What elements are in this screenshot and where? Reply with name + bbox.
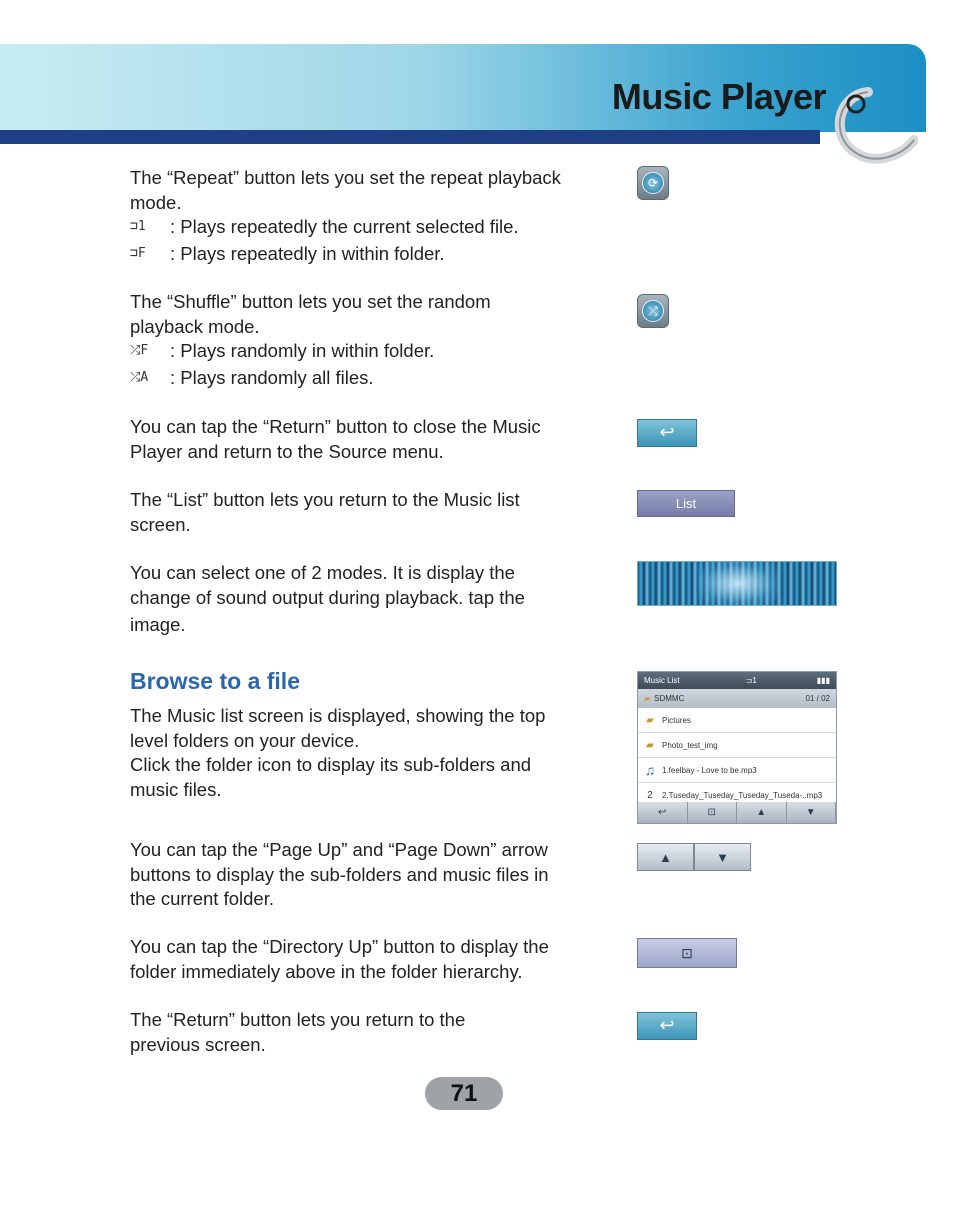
text-line: Player and return to the Source menu. [130,440,444,462]
return-arrow-icon: ↩ [659,422,675,442]
page-indicator: 01 / 02 [805,694,830,703]
repeat-mode-one [130,215,610,240]
folder-icon: ▰ [646,714,654,726]
return-description [130,415,610,464]
modes-description [130,561,610,638]
list-item-label: Pictures [662,715,691,725]
directory-up-icon[interactable]: ⊡ [688,802,738,823]
page-up-icon: ▲ [659,850,672,865]
list-item-number: 2 [647,789,653,801]
repeat-mode-folder [130,242,610,267]
directory-up-button[interactable] [637,938,737,968]
list-item-label: Photo_test_img [662,740,718,750]
page-number: 71 [425,1077,503,1110]
sound-visualizer-image[interactable] [637,561,837,606]
visualizer-glow [698,562,778,605]
list-description [130,488,610,537]
text-line: You can tap the “Directory Up” button to display the [130,936,549,957]
text-line: the current folder. [130,888,274,909]
mode-text: : Plays repeatedly the current selected file. [170,216,519,237]
text-line: Click the folder icon to display its sub-folders and [130,754,532,775]
text-line: The “Shuffle” button lets you set the random [130,291,491,312]
shuffle-folder-icon: ⤮F [130,343,149,358]
shuffle-description [130,290,610,390]
page-title: Music Player [611,76,826,117]
text-line: music files. [130,778,222,800]
list-item[interactable] [638,708,836,733]
page-down-icon: ▼ [716,850,729,865]
mode-text: : Plays randomly in within folder. [170,340,435,361]
list-item-label: 1.feelbay - Love to be.mp3 [662,765,757,775]
text-line: The “Repeat” button lets you set the repeat playback [130,167,561,188]
mode-text: : Plays randomly all files. [170,366,374,388]
text-line: mode. [130,191,182,213]
directory-up-description [130,935,610,984]
repeat-description [130,166,610,266]
text-line: folder immediately above in the folder hierarchy. [130,960,523,982]
text-line: previous screen. [130,1033,266,1055]
list-button[interactable]: List [637,490,735,517]
text-line: change of sound output during playback. tap the [130,586,525,608]
page-down-icon[interactable]: ▼ [787,802,837,823]
return-screen-description [130,1008,610,1057]
text-line: image. [130,614,186,635]
page-buttons-description [130,838,610,912]
list-item[interactable] [638,733,836,758]
text-line: playback mode. [130,315,260,337]
text-line: You can tap the “Page Up” and “Page Down” arrow [130,839,548,860]
repeat-folder-icon: ⊐F [130,245,146,261]
shuffle-mode-all [130,366,610,391]
music-list-path [638,689,836,708]
return-button[interactable] [637,419,697,447]
text-line: The “List” button lets you return to the Music list [130,489,520,510]
directory-up-icon: ⊡ [681,945,693,961]
music-list-title: Music List [644,676,680,685]
battery-icon: ▮▮▮ [816,676,830,685]
text-line: You can select one of 2 modes. It is display the [130,562,515,583]
repeat-one-icon: ⊐1 [745,676,757,685]
list-item[interactable] [638,758,836,783]
text-line: screen. [130,513,191,535]
music-list-titlebar [638,672,836,689]
page-buttons [637,843,751,871]
text-line: level folders on your device. [130,729,360,751]
browse-description [130,704,610,802]
shuffle-all-icon: ⤮A [130,369,149,385]
shuffle-mode-folder [130,339,610,364]
shuffle-icon: ⤮ [642,300,664,322]
text-line: The “Return” button lets you return to the [130,1009,466,1030]
return-button[interactable] [637,1012,697,1040]
page-down-button[interactable] [694,843,751,871]
mode-text: : Plays repeatedly in within folder. [170,242,445,264]
text-line: You can tap the “Return” button to close the Music [130,416,541,437]
return-arrow-icon: ↩ [659,1015,675,1035]
shuffle-button[interactable] [637,294,669,328]
browse-heading: Browse to a file [130,668,300,694]
text-line: buttons to display the sub-folders and music files in [130,863,549,885]
folder-icon: ▰ [646,739,654,751]
repeat-one-icon: ⊐1 [130,219,146,234]
page-up-icon[interactable]: ▲ [737,802,787,823]
music-note-icon: ♫ [644,762,656,778]
header-rule [0,130,820,144]
music-list-toolbar [638,802,836,823]
return-arrow-icon[interactable]: ↩ [638,802,688,823]
music-list-screenshot [637,671,837,824]
repeat-icon: ⟳ [642,172,664,194]
list-item-label: 2.Tuseday_Tuseday_Tuseday_Tuseda-..mp3 [662,790,823,800]
path-label: SDMMC [654,694,685,703]
folder-icon: ▰ [644,694,651,703]
text-line: The Music list screen is displayed, showing the top [130,705,546,726]
page-up-button[interactable] [637,843,694,871]
swirl-logo-icon [828,78,918,168]
repeat-button[interactable] [637,166,669,200]
